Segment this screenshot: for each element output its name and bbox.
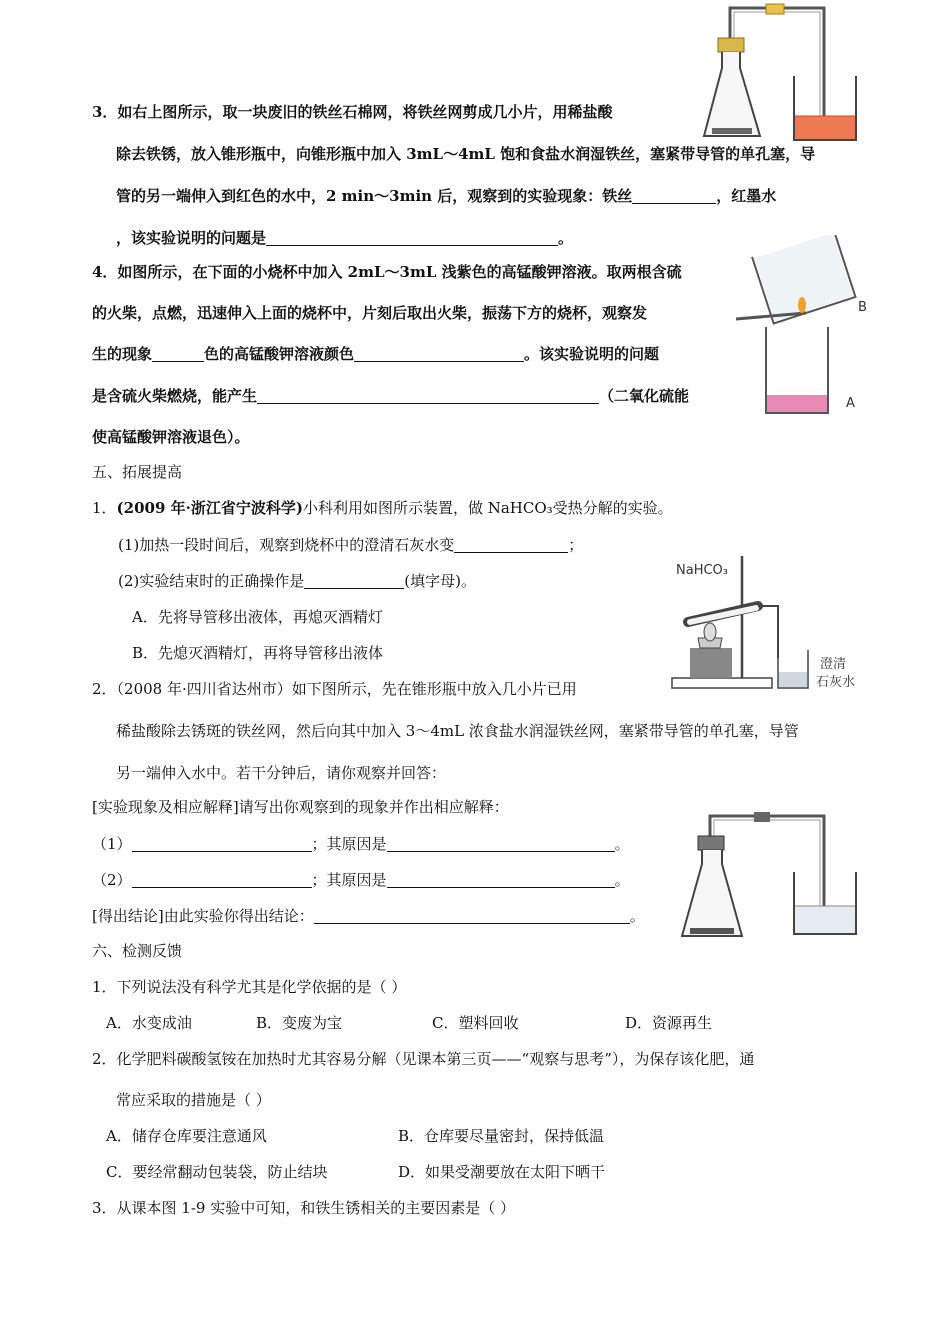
s5-q2-item2	[92, 870, 630, 890]
s6-q1-option-d[interactable]: D．资源再生	[625, 1014, 713, 1032]
figure-label-limewater: 石灰水	[816, 675, 856, 690]
s5-q1-operation-blank[interactable]	[304, 572, 404, 589]
q4-line5: 使高锰酸钾溶液退色）。	[92, 428, 250, 446]
s5-q2-item1-mid: ；其原因是	[311, 835, 387, 853]
s5-q1-stem	[92, 498, 673, 518]
q4-color-blank[interactable]	[152, 345, 204, 362]
s6-q3-stem: 3．从课本图 1-9 实验中可知，和铁生锈相关的主要因素是（ ）	[92, 1199, 516, 1217]
q3-line3	[116, 186, 776, 206]
s5-q1-source: (2009 年·浙江省宁波科学)	[116, 499, 303, 517]
figure-flask-water	[678, 808, 858, 940]
s5-q1-option-a[interactable]: A．先将导管移出液体，再熄灭酒精灯	[132, 608, 383, 626]
figure-label-clear: 澄清	[820, 657, 847, 672]
s6-q1-stem: 1．下列说法没有科学尤其是化学依据的是（ ）	[92, 978, 407, 996]
q3-line1: 3．如右上图所示，取一块废旧的铁丝石棉网，将铁丝网剪成几小片，用稀盐酸	[92, 103, 613, 121]
s5-q2-conclusion-text: [得出结论]由此实验你得出结论：	[92, 907, 314, 925]
q4-line1: 4．如图所示，在下面的小烧杯中加入 2mL～3mL 浅紫色的高锰酸钾溶液。取两根含硫	[92, 263, 682, 281]
q4-change-blank[interactable]	[354, 345, 524, 362]
s5-q2-line4: [实验现象及相应解释]请写出你观察到的现象并作出相应解释：	[92, 798, 509, 816]
s5-q2-conclusion-blank[interactable]	[314, 907, 630, 924]
q4-line3	[92, 344, 659, 364]
s5-q2-item2-num: （2）	[92, 871, 132, 889]
q3-line3-tail: ，红墨水	[716, 187, 777, 205]
s6-q1-option-c[interactable]: C．塑料回收	[432, 1014, 519, 1032]
s6-q2-stem-line2: 常应采取的措施是（ ）	[116, 1091, 271, 1109]
figure-label-nahco3: NaHCO₃	[676, 563, 728, 578]
s5-q1-sub2-text: (2)实验结束时的正确操作是	[118, 572, 305, 590]
s5-q2-item2-end: 。	[614, 871, 630, 889]
q4-line4-text: 是含硫火柴燃烧，能产生	[92, 387, 258, 405]
s6-q2-option-c[interactable]: C．要经常翻动包装袋，防止结块	[106, 1163, 328, 1181]
q4-line3-mid: 色的高锰酸钾溶液颜色	[204, 345, 355, 363]
s5-q1-sub2	[118, 571, 476, 591]
q4-product-blank[interactable]	[257, 387, 599, 404]
q3-line2: 除去铁锈，放入锥形瓶中，向锥形瓶中加入 3mL～4mL 饱和食盐水润湿铁丝，塞紧带导管的单孔塞，导	[116, 145, 816, 163]
s5-q1-sub1-text: (1)加热一段时间后，观察到烧杯中的澄清石灰水变	[118, 536, 455, 554]
s6-q2-option-b[interactable]: B．仓库要尽量密封，保持低温	[398, 1127, 605, 1145]
s5-q2-line2: 稀盐酸除去锈斑的铁丝网，然后向其中加入 3～4mL 浓食盐水润湿铁丝网，塞紧带导管的单孔塞，导管	[116, 722, 799, 740]
q4-line2: 的火柴，点燃，迅速伸入上面的烧杯中，片刻后取出火柴，振荡下方的烧杯，观察发	[92, 304, 648, 322]
q3-line4	[116, 228, 573, 248]
q3-line4-end: 。	[558, 229, 574, 247]
q3-conclusion-blank[interactable]	[266, 229, 558, 246]
s5-q2-item1	[92, 834, 630, 854]
s6-q2-option-a[interactable]: A．储存仓库要注意通风	[106, 1127, 267, 1145]
s5-q2-phenomenon1-blank[interactable]	[132, 835, 312, 852]
q4-line4	[92, 386, 689, 406]
s5-q2-conclusion	[92, 906, 645, 926]
q4-line3-text: 生的现象	[92, 345, 153, 363]
s5-q2-line1: 2．（2008 年·四川省达州市）如下图所示，先在锥形瓶中放入几小片已用	[92, 680, 577, 698]
s5-q2-item1-num: （1）	[92, 835, 132, 853]
s5-q1-sub1	[118, 535, 583, 555]
section6-heading: 六、检测反馈	[92, 942, 183, 960]
s6-q2-option-d[interactable]: D．如果受潮要放在太阳下晒干	[398, 1163, 606, 1181]
s5-q2-phenomenon2-blank[interactable]	[132, 871, 312, 888]
s5-q2-reason1-blank[interactable]	[387, 835, 615, 852]
figure-label-a: A	[846, 396, 855, 411]
section5-heading: 五、拓展提高	[92, 463, 183, 481]
s5-q2-line3: 另一端伸入水中。若干分钟后，请你观察并回答：	[116, 764, 447, 782]
s5-q1-num: 1．	[92, 499, 117, 517]
s5-q1-limewater-blank[interactable]	[454, 536, 568, 553]
s5-q1-option-b[interactable]: B．先熄灭酒精灯，再将导管移出液体	[132, 644, 384, 662]
figure-match-beakers	[730, 235, 880, 415]
q3-line4-text: ，该实验说明的问题是	[116, 229, 267, 247]
s5-q2-item1-end: 。	[614, 835, 630, 853]
q4-line4-tail: （二氧化硫能	[599, 387, 690, 405]
s5-q2-conclusion-end: 。	[629, 907, 645, 925]
q3-line3-text: 管的另一端伸入到红色的水中，2 min～3min 后，观察到的实验现象：铁丝	[116, 187, 633, 205]
s6-q1-option-a[interactable]: A．水变成油	[106, 1014, 192, 1032]
figure-label-b: B	[858, 300, 867, 315]
s6-q2-stem-line1: 2．化学肥料碳酸氢铵在加热时尤其容易分解（见课本第三页——“观察与思考”），为保存该化肥，通	[92, 1050, 755, 1068]
s5-q2-reason2-blank[interactable]	[387, 871, 615, 888]
s5-q2-item2-mid: ；其原因是	[311, 871, 387, 889]
s5-q1-sub2-end: (填字母)。	[404, 572, 476, 590]
s6-q1-option-b[interactable]: B．变废为宝	[256, 1014, 343, 1032]
q4-line3-tail: 。该实验说明的问题	[524, 345, 660, 363]
figure-flask-red-water	[698, 0, 858, 150]
q3-iron-blank[interactable]	[632, 187, 716, 204]
s5-q1-text: 小科利用如图所示装置，做 NaHCO₃受热分解的实验。	[302, 499, 673, 517]
s5-q1-sub1-end: ；	[568, 536, 584, 554]
figure-nahco3-apparatus	[668, 550, 868, 698]
